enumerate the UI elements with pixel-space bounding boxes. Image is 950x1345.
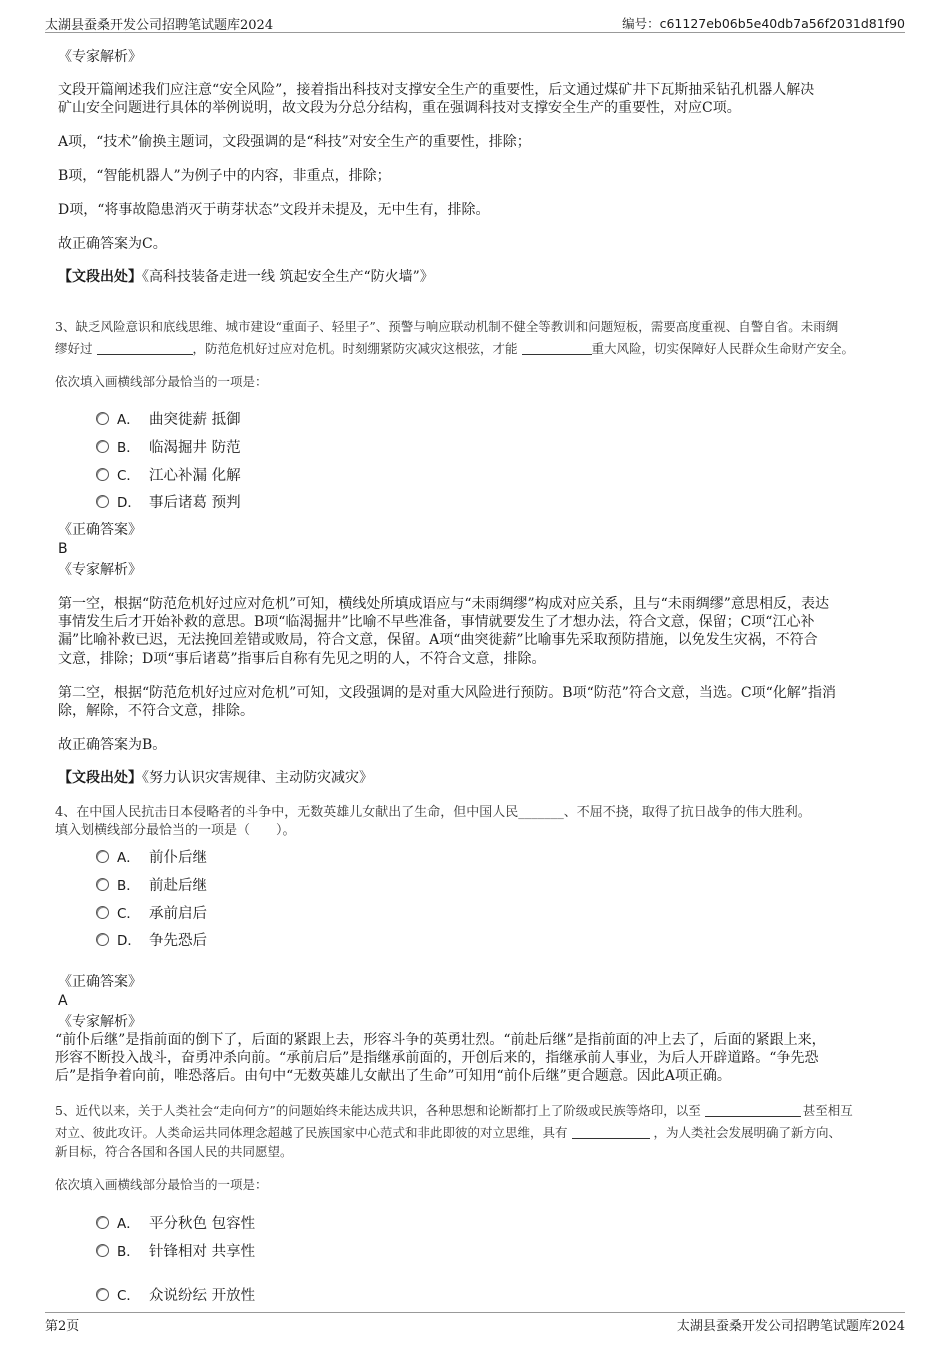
q2-option-a-analysis: A项，“技术”偷换主题词，文段强调的是“科技”对安全生产的重要性，排除； [58, 134, 531, 150]
radio-icon[interactable] [96, 1288, 109, 1301]
q3-analysis-p2-l1: 第二空，根据“防范危机好过应对危机”可知，文段强调的是对重大风险进行预防。B项“防范”符合文意，当选。C项“化解”指消 [58, 685, 836, 701]
option-letter: B． [117, 1244, 140, 1260]
q3-analysis-p1-l2: 事情发生后才开始补救的意思。B项“临渴掘井”比喻不早些准备，事情就要发生了才想办法，符合文意，保留；C项“江心补 [58, 614, 815, 630]
q3-analysis-p1-l1: 第一空，根据“防范危机好过应对危机”可知，横线处所填成语应与“未雨绸缪”构成对应关系，且与“未雨绸缪”意思相反，表达 [58, 596, 829, 612]
q2-option-d-analysis: D项，“将事故隐患消灭于萌芽状态”文段并未提及，无中生有，排除。 [58, 202, 490, 218]
q2-analysis-line-2: 矿山安全问题进行具体的举例说明，故文段为分总分结构，重在强调科技对支撑安全生产的重要性，对应C项。 [58, 100, 741, 116]
option-letter: C． [117, 906, 140, 922]
radio-icon[interactable] [96, 495, 109, 508]
option-letter: B． [117, 878, 140, 894]
q3-source [58, 769, 373, 788]
option-text: 临渴掘井 防范 [149, 440, 241, 456]
q5-stem-2b: ，为人类社会发展明确了新方向、 [653, 1125, 842, 1140]
q3-answer-letter: B [58, 541, 68, 557]
radio-icon[interactable] [96, 906, 109, 919]
q5-stem-2a: 对立、彼此攻讦。人类命运共同体理念超越了民族国家中心范式和非此即彼的对立思维，具有 [55, 1125, 568, 1140]
footer-title: 太湖县蚕桑开发公司招聘笔试题库2024 [676, 1319, 905, 1334]
q4-option-a[interactable] [96, 846, 207, 867]
q3-analysis-tag: 《专家解析》 [58, 562, 142, 578]
radio-icon[interactable] [96, 412, 109, 425]
q4-option-c[interactable] [96, 902, 207, 923]
q5-stem-line-1 [55, 1100, 853, 1122]
q3-prompt: 依次填入画横线部分最恰当的一项是： [55, 374, 268, 389]
q3-option-d[interactable] [96, 491, 241, 512]
q3-option-a[interactable] [96, 408, 241, 429]
q5-blank-1 [705, 1102, 801, 1117]
option-text: 曲突徙薪 抵御 [149, 412, 241, 428]
q5-option-c[interactable] [96, 1284, 255, 1305]
q5-stem-1b: 甚至相互 [802, 1103, 853, 1118]
q2-source-tag: 【文段出处】 [58, 269, 142, 285]
q2-source [58, 268, 434, 287]
q4-analysis-l3: 后”是指争着向前，唯恐落后。由句中“无数英雄儿女献出了生命”可知用“前仆后继”更合题意。因此A项正确。 [55, 1068, 731, 1084]
q3-analysis-p2-l2: 除，解除，不符合文意，排除。 [58, 703, 254, 719]
q3-stem-line-1: 3、缺乏风险意识和底线思维、城市建设“重面子、轻里子”、预警与响应联动机制不健全等教训和问题短板，需要高度重视、自警自省。未雨绸 [55, 319, 839, 334]
option-letter: D． [117, 495, 141, 511]
q3-source-tag: 【文段出处】 [58, 770, 142, 786]
page-header [45, 12, 905, 33]
q4-analysis-l2: 形容不断投入战斗，奋勇冲杀向前。“承前启后”是指继承前面的，开创后来的，指继承前人事业，为后人开辟道路。“争先恐 [55, 1050, 819, 1066]
q4-stem-line-2: 填入划横线部分最恰当的一项是（ ）。 [55, 823, 296, 838]
q3-option-b[interactable] [96, 436, 241, 457]
option-text: 前仆后继 [149, 850, 207, 866]
q2-analysis-line-1: 文段开篇阐述我们应注意“安全风险”，接着指出科技对支撑安全生产的重要性，后文通过煤矿井下瓦斯抽采钻孔机器人解决 [58, 82, 815, 98]
q3-stem-line-2 [55, 338, 854, 360]
q3-answer: 故正确答案为B。 [58, 737, 167, 753]
header-title: 太湖县蚕桑开发公司招聘笔试题库2024 [45, 18, 274, 33]
q4-analysis-tag: 《专家解析》 [58, 1014, 142, 1030]
q5-prompt: 依次填入画横线部分最恰当的一项是： [55, 1177, 268, 1192]
radio-icon[interactable] [96, 933, 109, 946]
radio-icon[interactable] [96, 468, 109, 481]
q2-answer: 故正确答案为C。 [58, 236, 167, 252]
q3-blank-1 [97, 340, 193, 355]
q5-option-a[interactable] [96, 1212, 255, 1233]
option-text: 针锋相对 共享性 [149, 1244, 256, 1260]
option-text: 争先恐后 [149, 933, 207, 949]
option-text: 江心补漏 化解 [149, 468, 241, 484]
page-number: 第2页 [45, 1319, 80, 1334]
option-letter: A． [117, 850, 140, 866]
q3-source-title: 《努力认识灾害规律、主动防灾减灾》 [142, 770, 373, 786]
option-letter: B． [117, 440, 140, 456]
q3-option-c[interactable] [96, 464, 241, 485]
radio-icon[interactable] [96, 850, 109, 863]
option-letter: C． [117, 468, 140, 484]
q2-source-title: 《高科技装备走进一线 筑起安全生产“防火墙”》 [142, 269, 434, 285]
q4-analysis-l1: “前仆后继”是指前面的倒下了，后面的紧跟上去，形容斗争的英勇壮烈。“前赴后继”是指前面的冲上去了，后面的紧跟上来， [55, 1032, 826, 1048]
radio-icon[interactable] [96, 440, 109, 453]
option-text: 事后诸葛 预判 [149, 495, 241, 511]
q5-option-b[interactable] [96, 1240, 255, 1261]
option-letter: A． [117, 412, 140, 428]
q2-option-b-analysis: B项，“智能机器人”为例子中的内容，非重点，排除； [58, 168, 391, 184]
radio-icon[interactable] [96, 1244, 109, 1257]
q2-analysis-tag: 《专家解析》 [58, 49, 142, 65]
q4-option-d[interactable] [96, 929, 207, 950]
q3-stem-2a: 缪好过 [55, 341, 93, 356]
q4-option-b[interactable] [96, 874, 207, 895]
q3-stem-2b: ，防范危机好过应对危机。时刻绷紧防灾减灾这根弦，才能 [192, 341, 518, 356]
option-letter: C． [117, 1288, 140, 1304]
q3-analysis-p1-l3: 漏”比喻补救已迟，无法挽回差错或败局，符合文意，保留。A项“曲突徙薪”比喻事先采取预防措施，以免发生灾祸，不符合 [58, 632, 818, 648]
page-footer [45, 1312, 905, 1333]
q3-answer-tag: 《正确答案》 [58, 522, 142, 538]
q5-stem-1a: 5、近代以来，关于人类社会“走向何方”的问题始终未能达成共识，各种思想和论断都打上了阶级或民族等烙印，以至 [55, 1103, 701, 1118]
q3-analysis-p1-l4: 文意，排除；D项“事后诸葛”指事后自称有先见之明的人，不符合文意，排除。 [58, 651, 546, 667]
option-text: 平分秋色 包容性 [149, 1216, 256, 1232]
radio-icon[interactable] [96, 878, 109, 891]
q3-blank-2 [522, 340, 592, 355]
option-text: 众说纷纭 开放性 [149, 1288, 256, 1304]
option-text: 前赴后继 [149, 878, 207, 894]
option-text: 承前启后 [149, 906, 207, 922]
option-letter: A． [117, 1216, 140, 1232]
q4-stem-line-1: 4、在中国人民抗击日本侵略者的斗争中，无数英雄儿女献出了生命，但中国人民_______、不屈不挠，取得了抗日战争的伟大胜利。 [55, 805, 811, 820]
q4-answer-letter: A [58, 993, 68, 1009]
option-letter: D． [117, 933, 141, 949]
q3-stem-2c: 重大风险，切实保障好人民群众生命财产安全。 [591, 341, 855, 356]
document-id: 编号：c61127eb06b5e40db7a56f2031d81f90 [622, 16, 905, 31]
q4-answer-tag: 《正确答案》 [58, 974, 142, 990]
q5-blank-2 [572, 1124, 650, 1139]
q5-stem-line-3: 新目标，符合各国和各国人民的共同愿望。 [55, 1144, 293, 1159]
radio-icon[interactable] [96, 1216, 109, 1229]
